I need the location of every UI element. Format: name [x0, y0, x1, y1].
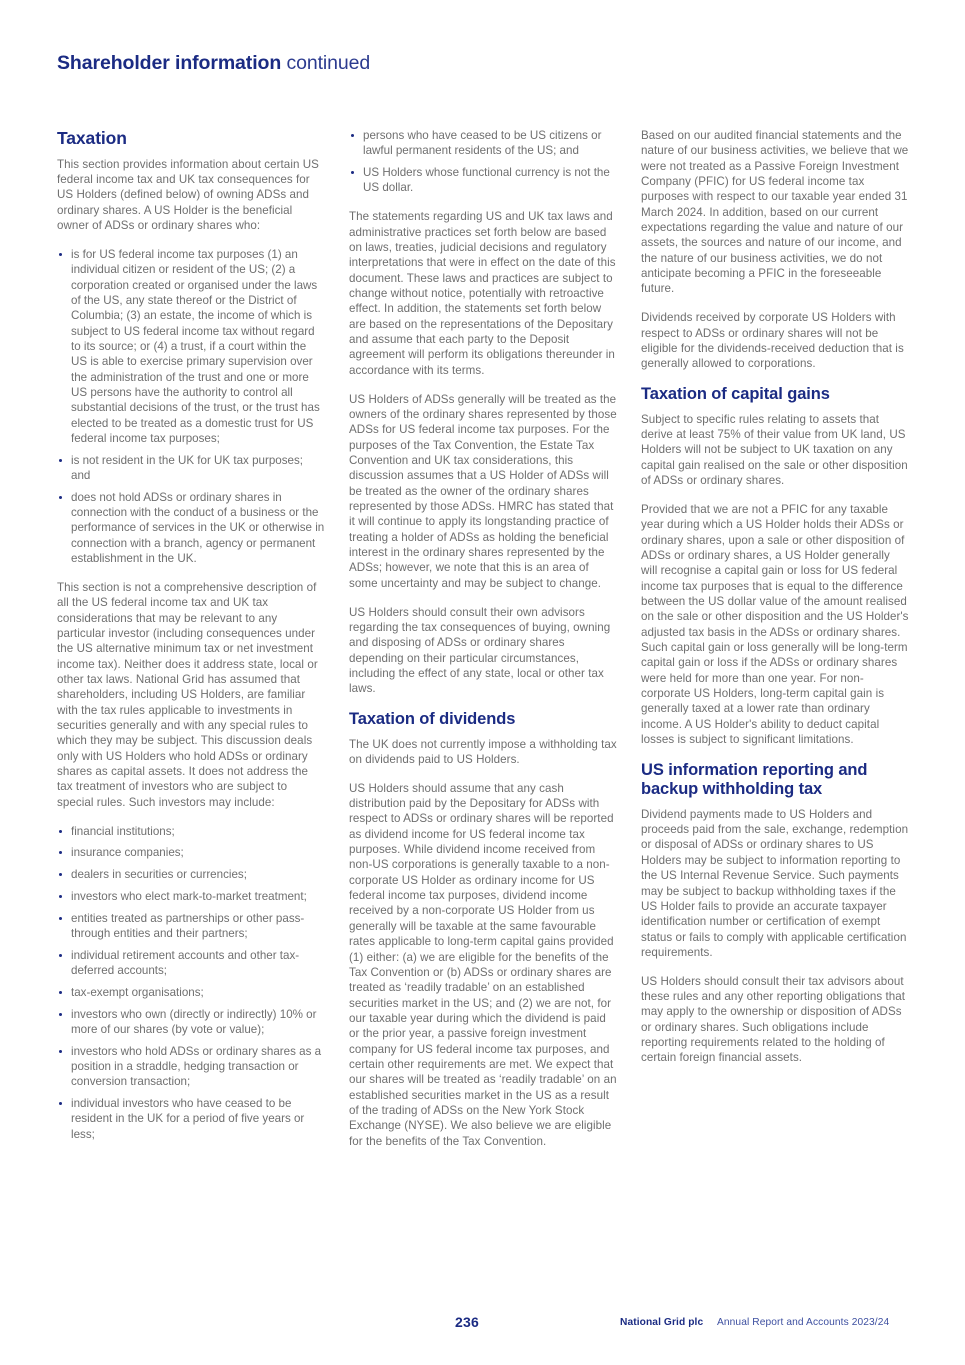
page-header-title: Shareholder information	[57, 52, 282, 74]
paragraph-corporate-dividends: Dividends received by corporate US Holders with respect to ADSs or ordinary shares will not be eligible for the dividends-received deduction that is generally allowed to corporations.	[641, 311, 904, 371]
paragraph-us-capital-gains: Provided that we are not a PFIC for any taxable year during which a US Holder holds their ADSs or ordinary shares, upon a sale or other disposition of ADSs or ordinary shares, a US Holder generally will recognise a capital gain or loss for US federal income tax purposes that is equal to the difference between the US dollar value of the amount realised on the sale or other disposition and the US Holder's adjusted tax basis in the ADSs or ordinary shares. Such capital gain or loss generally will be long-term capital gain or loss if the ADSs or ordinary shares were held for more than one year. For non-corporate US Holders, long-term capital gain is generally taxed at a lower rate than ordinary income. A US Holder's ability to deduct capital losses is subject to significant limitations.	[641, 502, 909, 746]
paragraph-consult-advisors: US Holders should consult their own advisors regarding the tax consequences of buying, owning and disposing of ADSs or ordinary shares depending on their particular circumstances, including the effect of any state, local or other tax laws.	[349, 605, 611, 696]
list-item: individual retirement accounts and other tax-deferred accounts;	[57, 948, 325, 979]
heading-taxation-of-dividends: Taxation of dividends	[349, 710, 516, 729]
list-item: is not resident in the UK for UK tax purposes; and	[57, 453, 325, 484]
heading-taxation-of-capital-gains: Taxation of capital gains	[641, 385, 830, 404]
column-two	[349, 128, 617, 1162]
content-columns	[57, 128, 909, 1162]
list-item: US Holders whose functional currency is not the US dollar.	[349, 165, 617, 196]
heading-us-information-reporting: US information reporting and backup withholding tax	[641, 760, 868, 799]
paragraph-dividend-income-treatment: US Holders should assume that any cash distribution paid by the Depositary for ADSs with respect to ADSs or ordinary shares will be reported as dividend income for US federal income tax purposes. While dividend income received from non-US corporations is generally taxable to a non-corporate US Holder as ordinary income for US federal income tax purposes, dividend income received by a non-corporate US Holder from us generally will be taxable at the same favourable rates applicable to long-term capital gains provided (1) either: (a) we are eligible for the benefits of the Tax Convention or (b) ADSs or ordinary shares are treated as ‘readily tradable’ on an established securities market in the US; and (2) we are not, for our taxable year during which the dividend is paid or the prior year, a passive foreign investment company for US federal income tax purposes, and certain other requirements are met. We expect that our shares will be treated as ‘readily tradable’ on an established securities market in the US as a result of the trading of ADSs on the New York Stock Exchange (NYSE). We also believe we are eligible for the benefits of the Tax Convention.	[349, 781, 617, 1148]
paragraph-pfic-status: Based on our audited financial statements and the nature of our business activities, we believe that we were not treated as a Passive Foreign Investment Company (PFIC) for US federal income tax purposes with respect to our taxable year ended 31 March 2024. In addition, based on our current expectations regarding the value and nature of our assets, the sources and nature of our income, and the nature of our business activities, we do not anticipate becoming a PFIC in the foreseeable future.	[641, 129, 909, 296]
paragraph-statements-basis: The statements regarding US and UK tax laws and administrative practices set forth below are based on laws, treaties, judicial decisions and regulatory interpretations that were in effect on the date of this document. These laws and practices are subject to change without notice, potentially with retroactive effect. In addition, the statements set forth below are based on the representations of the Depositary and assume that each party to the Deposit agreement will perform its obligations thereunder in accordance with its terms.	[349, 210, 616, 377]
heading-taxation: Taxation	[57, 128, 127, 148]
list-item: investors who own (directly or indirectly) 10% or more of our shares (by vote or value);	[57, 1007, 325, 1038]
paragraph-uk-withholding: The UK does not currently impose a withholding tax on dividends paid to US Holders.	[349, 737, 617, 766]
page-header-continued: continued	[286, 52, 371, 74]
footer-report-title: Annual Report and Accounts 2023/24	[717, 1317, 890, 1328]
column-three	[641, 128, 909, 1162]
list-item: entities treated as partnerships or other pass-through entities and their partners;	[57, 911, 325, 942]
paragraph-ads-ownership-treatment: US Holders of ADSs generally will be treated as the owners of the ordinary shares represented by those ADSs for US federal income tax purposes. For the purposes of the Tax Convention, the Estate Tax Convention and UK tax considerations, this discussion assumes that a US Holder of ADSs will be treated as the owner of the ordinary shares represented by those ADSs. HMRC has stated that it will continue to apply its longstanding practice of treating a holder of ADSs as holding the beneficial interest in the ordinary shares represented by the ADSs; however, we note that this is an area of some uncertainty and may be subject to change.	[349, 392, 617, 590]
list-item: dealers in securities or currencies;	[57, 867, 325, 882]
paragraph-taxation-intro: This section provides information about certain US federal income tax and UK tax consequences for US Holders (defined below) of owning ADSs and ordinary shares. A US Holder is the beneficial owner of ADSs or ordinary shares who:	[57, 157, 319, 233]
list-item: insurance companies;	[57, 845, 325, 860]
list-item: persons who have ceased to be US citizens or lawful permanent residents of the US; and	[349, 128, 617, 159]
page-footer	[0, 1314, 965, 1334]
list-special-rule-investors	[57, 824, 325, 1142]
paragraph-uk-capital-gains: Subject to specific rules relating to assets that derive at least 75% of their value from UK land, US Holders will not be subject to UK taxation on any capital gain realised on the sale or other disposition of ADSs or ordinary shares.	[641, 412, 908, 487]
page-number: 236	[455, 1314, 479, 1330]
list-item: investors who hold ADSs or ordinary shares as a position in a straddle, hedging transaction or conversion transaction;	[57, 1044, 325, 1090]
column-one	[57, 128, 325, 1162]
paragraph-reporting-obligations: US Holders should consult their tax advisors about these rules and any other reporting obligations that may apply to the ownership or disposition of ADSs or ordinary shares. Such obligations include reporting requirements related to the holding of certain foreign financial assets.	[641, 974, 906, 1065]
list-special-rule-investors-continued	[349, 128, 617, 196]
list-item: individual investors who have ceased to be resident in the UK for a period of five years or less;	[57, 1096, 325, 1142]
paragraph-scope-limitation: This section is not a comprehensive description of all the US federal income tax and UK tax considerations that may be relevant to any particular investor (including consequences under the US alternative minimum tax or net investment income tax). Neither does it address state, local or other tax laws. National Grid has assumed that shareholders, including US Holders, are familiar with the tax rules applicable to investments in securities generally and with any special rules to which they may be subject. This discussion deals only with US Holders who hold ADSs or ordinary shares as capital assets. It does not address the tax treatment of investors who are subject to special rules. Such investors may include:	[57, 581, 318, 809]
footer-company-name: National Grid plc	[620, 1317, 704, 1328]
list-item: investors who elect mark-to-market treatment;	[57, 889, 325, 904]
list-item: financial institutions;	[57, 824, 325, 839]
paragraph-backup-withholding: Dividend payments made to US Holders and proceeds paid from the sale, exchange, redemption or disposal of ADSs or ordinary shares to US Holders may be subject to information reporting to the US Internal Revenue Service. Such payments may be subject to backup withholding taxes if the US Holder fails to provide an accurate taxpayer identification number or certification of exempt status or fails to comply with applicable certification requirements.	[641, 807, 909, 959]
list-item: does not hold ADSs or ordinary shares in connection with the conduct of a business or the performance of services in the UK or otherwise in connection with a branch, agency or permanent establishment in the UK.	[57, 490, 325, 567]
page-running-header	[57, 52, 370, 75]
list-item: tax-exempt organisations;	[57, 985, 325, 1000]
list-item: is for US federal income tax purposes (1) an individual citizen or resident of the US; (2) a corporation created or organised under the laws of the US, any state thereof or the District of Columbia; (3) an estate, the income of which is subject to US federal income tax without regard to its source; or (4) a trust, if a court within the US is able to exercise primary supervision over the administration of the trust and one or more US persons have the authority to control all substantial decisions of the trust, or the trust has elected to be treated as a domestic trust for US federal income tax purposes;	[57, 247, 325, 446]
list-us-holder-definition	[57, 247, 325, 567]
